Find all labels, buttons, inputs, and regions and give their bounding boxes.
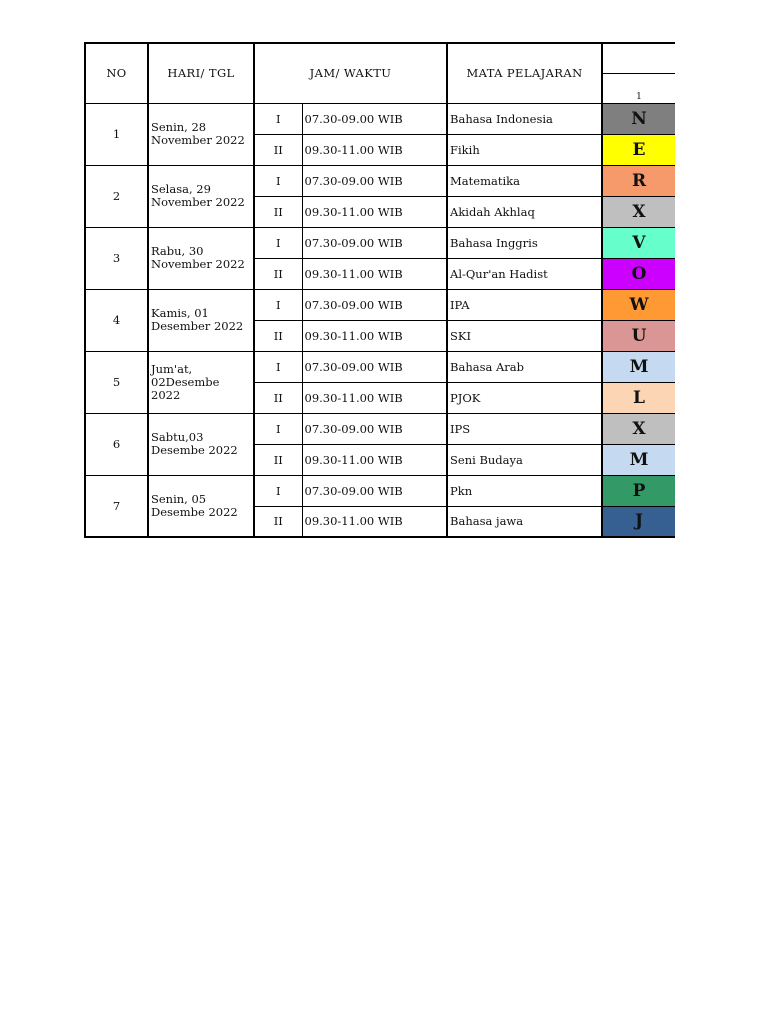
session-time: 07.30-09.00 WIB	[302, 351, 447, 382]
subject-code-cell: P	[602, 475, 675, 506]
subject-name: Bahasa jawa	[447, 506, 602, 537]
subject-code-cell: R	[602, 165, 675, 196]
table-row	[85, 351, 675, 382]
subject-name: Seni Budaya	[447, 444, 602, 475]
day-number: 3	[85, 227, 148, 289]
table-row	[85, 413, 675, 444]
subject-code-cell: L	[602, 382, 675, 413]
subject-code-cell: V	[602, 227, 675, 258]
header-day: HARI/ TGL	[148, 43, 254, 103]
schedule-table	[84, 42, 675, 538]
table-row	[85, 227, 675, 258]
session-number: I	[254, 227, 302, 258]
subject-code-cell: O	[602, 258, 675, 289]
day-date: Jum'at, 02Desembe 2022	[148, 351, 254, 413]
header-subject: MATA PELAJARAN	[447, 43, 602, 103]
day-number: 6	[85, 413, 148, 475]
session-time: 07.30-09.00 WIB	[302, 165, 447, 196]
session-time: 09.30-11.00 WIB	[302, 506, 447, 537]
exam-schedule-sheet	[84, 42, 674, 538]
session-number: I	[254, 289, 302, 320]
session-time: 09.30-11.00 WIB	[302, 196, 447, 227]
header-code-subcol: 1	[602, 73, 675, 103]
subject-name: Matematika	[447, 165, 602, 196]
header-row	[85, 43, 675, 73]
day-date: Kamis, 01 Desember 2022	[148, 289, 254, 351]
subject-name: IPA	[447, 289, 602, 320]
subject-name: Bahasa Inggris	[447, 227, 602, 258]
subject-name: Al-Qur'an Hadist	[447, 258, 602, 289]
session-number: I	[254, 413, 302, 444]
header-code-corner	[602, 43, 675, 73]
subject-code-cell: M	[602, 444, 675, 475]
session-time: 09.30-11.00 WIB	[302, 258, 447, 289]
subject-name: Akidah Akhlaq	[447, 196, 602, 227]
day-number: 2	[85, 165, 148, 227]
day-date: Rabu, 30 November 2022	[148, 227, 254, 289]
session-number: II	[254, 382, 302, 413]
session-number: II	[254, 444, 302, 475]
session-number: I	[254, 351, 302, 382]
day-date: Sabtu,03 Desembe 2022	[148, 413, 254, 475]
header-no: NO	[85, 43, 148, 103]
table-row	[85, 103, 675, 134]
session-time: 07.30-09.00 WIB	[302, 289, 447, 320]
subject-name: Pkn	[447, 475, 602, 506]
session-number: II	[254, 506, 302, 537]
session-number: II	[254, 134, 302, 165]
session-time: 09.30-11.00 WIB	[302, 444, 447, 475]
subject-code-cell: X	[602, 196, 675, 227]
day-number: 4	[85, 289, 148, 351]
session-number: I	[254, 165, 302, 196]
session-number: II	[254, 196, 302, 227]
session-number: I	[254, 475, 302, 506]
header-time: JAM/ WAKTU	[254, 43, 447, 103]
session-time: 07.30-09.00 WIB	[302, 103, 447, 134]
subject-name: Bahasa Arab	[447, 351, 602, 382]
session-number: I	[254, 103, 302, 134]
table-row	[85, 289, 675, 320]
day-date: Senin, 28 November 2022	[148, 103, 254, 165]
table-row	[85, 475, 675, 506]
subject-code-cell: X	[602, 413, 675, 444]
session-time: 07.30-09.00 WIB	[302, 413, 447, 444]
session-time: 07.30-09.00 WIB	[302, 475, 447, 506]
day-number: 7	[85, 475, 148, 537]
session-number: II	[254, 258, 302, 289]
subject-code-cell: U	[602, 320, 675, 351]
subject-name: Fikih	[447, 134, 602, 165]
session-time: 09.30-11.00 WIB	[302, 382, 447, 413]
subject-name: SKI	[447, 320, 602, 351]
day-number: 5	[85, 351, 148, 413]
schedule-body	[85, 103, 675, 537]
subject-name: Bahasa Indonesia	[447, 103, 602, 134]
day-date: Selasa, 29 November 2022	[148, 165, 254, 227]
session-time: 09.30-11.00 WIB	[302, 134, 447, 165]
day-date: Senin, 05 Desembe 2022	[148, 475, 254, 537]
subject-code-cell: W	[602, 289, 675, 320]
subject-name: PJOK	[447, 382, 602, 413]
session-number: II	[254, 320, 302, 351]
session-time: 09.30-11.00 WIB	[302, 320, 447, 351]
day-number: 1	[85, 103, 148, 165]
session-time: 07.30-09.00 WIB	[302, 227, 447, 258]
subject-code-cell: N	[602, 103, 675, 134]
subject-code-cell: E	[602, 134, 675, 165]
subject-name: IPS	[447, 413, 602, 444]
subject-code-cell: J	[602, 506, 675, 537]
subject-code-cell: M	[602, 351, 675, 382]
table-row	[85, 165, 675, 196]
